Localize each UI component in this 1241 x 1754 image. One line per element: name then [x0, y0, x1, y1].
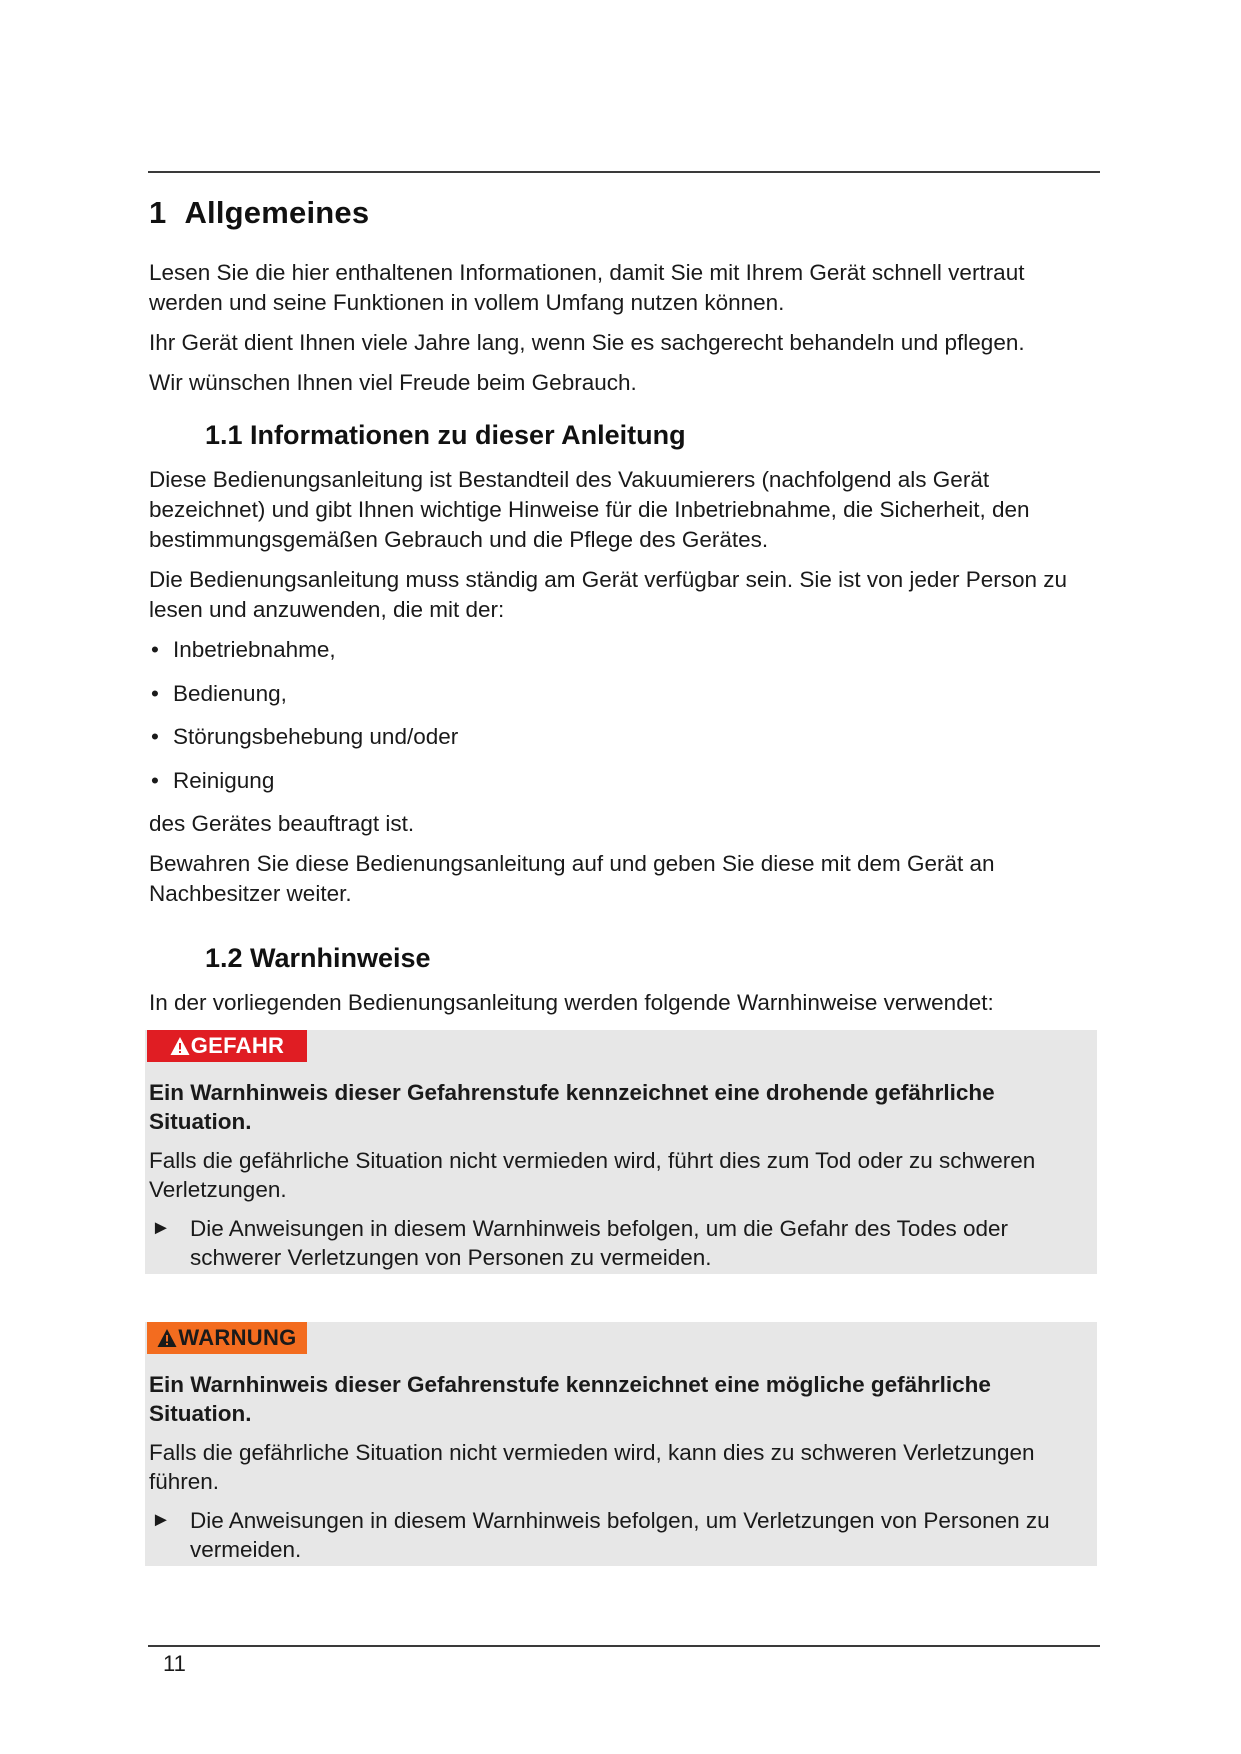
section-number: 1	[149, 195, 167, 230]
arrow-icon: ►	[151, 1509, 171, 1531]
danger-badge	[147, 1030, 307, 1062]
header-rule	[148, 171, 1100, 173]
footer-rule	[148, 1645, 1100, 1647]
list-item: • Störungsbehebung und/oder	[149, 722, 1097, 752]
bullet-icon: •	[151, 724, 159, 749]
manual-part-paragraph: Diese Bedienungsanleitung ist Bestandteil des Vakuumierers (nachfolgend als Gerät bezeichnet) und gibt Ihnen wichtige Hinweise für die Inbetriebnahme, die Sicherheit, den bestimmungsgemäßen Gebrauch und die Pflege des Gerätes.	[149, 467, 1030, 552]
page-number: 11	[163, 1651, 186, 1676]
care-paragraph: Ihr Gerät dient Ihnen viele Jahre lang, wenn Sie es sachgerecht behandeln und pflegen.	[149, 330, 1025, 355]
page-content	[149, 195, 1097, 1616]
danger-body: Falls die gefährliche Situation nicht vermieden wird, führt dies zum Tod oder zu schweren Verletzungen.	[149, 1148, 1036, 1202]
warnings-intro-paragraph: In der vorliegenden Bedienungsanleitung werden folgende Warnhinweise verwendet:	[149, 990, 994, 1015]
warning-triangle-icon	[170, 1036, 190, 1056]
warning-box	[145, 1322, 1097, 1566]
bullet-icon: •	[151, 637, 159, 662]
bullet-icon: •	[151, 680, 159, 706]
wish-paragraph: Wir wünschen Ihnen viel Freude beim Gebrauch.	[149, 370, 637, 395]
warning-badge	[147, 1322, 307, 1354]
danger-action: ► Die Anweisungen in diesem Warnhinweis befolgen, um die Gefahr des Todes oder schwerer Verletzungen von Personen zu vermeiden.	[151, 1216, 1008, 1270]
intro-paragraph: Lesen Sie die hier enthaltenen Informationen, damit Sie mit Ihrem Gerät schnell vertraut werden und seine Funktionen in vollem Umfang nutzen können.	[149, 260, 1025, 315]
arrow-icon: ►	[151, 1217, 171, 1239]
list-item: • Bedienung,	[149, 679, 1097, 709]
subsection-heading-1-1: 1.1 Informationen zu dieser Anleitung	[205, 420, 686, 450]
bullet-icon: •	[151, 767, 159, 793]
task-list	[149, 635, 1097, 796]
warning-action: ► Die Anweisungen in diesem Warnhinweis befolgen, um Verletzungen von Personen zu vermeiden.	[151, 1508, 1050, 1562]
danger-heading: Ein Warnhinweis dieser Gefahrenstufe kennzeichnet eine drohende gefährliche Situation.	[149, 1080, 995, 1134]
warning-body: Falls die gefährliche Situation nicht vermieden wird, kann dies zu schweren Verletzungen führen.	[149, 1440, 1035, 1494]
danger-label: GEFAHR	[190, 1033, 285, 1058]
keep-manual-paragraph: Bewahren Sie diese Bedienungsanleitung auf und geben Sie diese mit dem Gerät an Nachbesitzer weiter.	[149, 851, 995, 906]
warning-heading: Ein Warnhinweis dieser Gefahrenstufe kennzeichnet eine mögliche gefährliche Situation.	[149, 1372, 991, 1426]
section-heading	[149, 195, 1097, 231]
availability-paragraph: Die Bedienungsanleitung muss ständig am Gerät verfügbar sein. Sie ist von jeder Person zu lesen und anzuwenden, die mit der:	[149, 567, 1068, 622]
danger-warning-box	[145, 1030, 1097, 1274]
list-item: • Inbetriebnahme,	[149, 635, 1097, 665]
warning-triangle-icon	[157, 1328, 177, 1348]
section-title: Allgemeines	[184, 195, 370, 230]
subsection-heading-1-2: 1.2 Warnhinweise	[205, 943, 431, 973]
list-item: • Reinigung	[149, 766, 1097, 796]
warning-label: WARNUNG	[178, 1325, 297, 1350]
assigned-paragraph: des Gerätes beauftragt ist.	[149, 811, 415, 836]
